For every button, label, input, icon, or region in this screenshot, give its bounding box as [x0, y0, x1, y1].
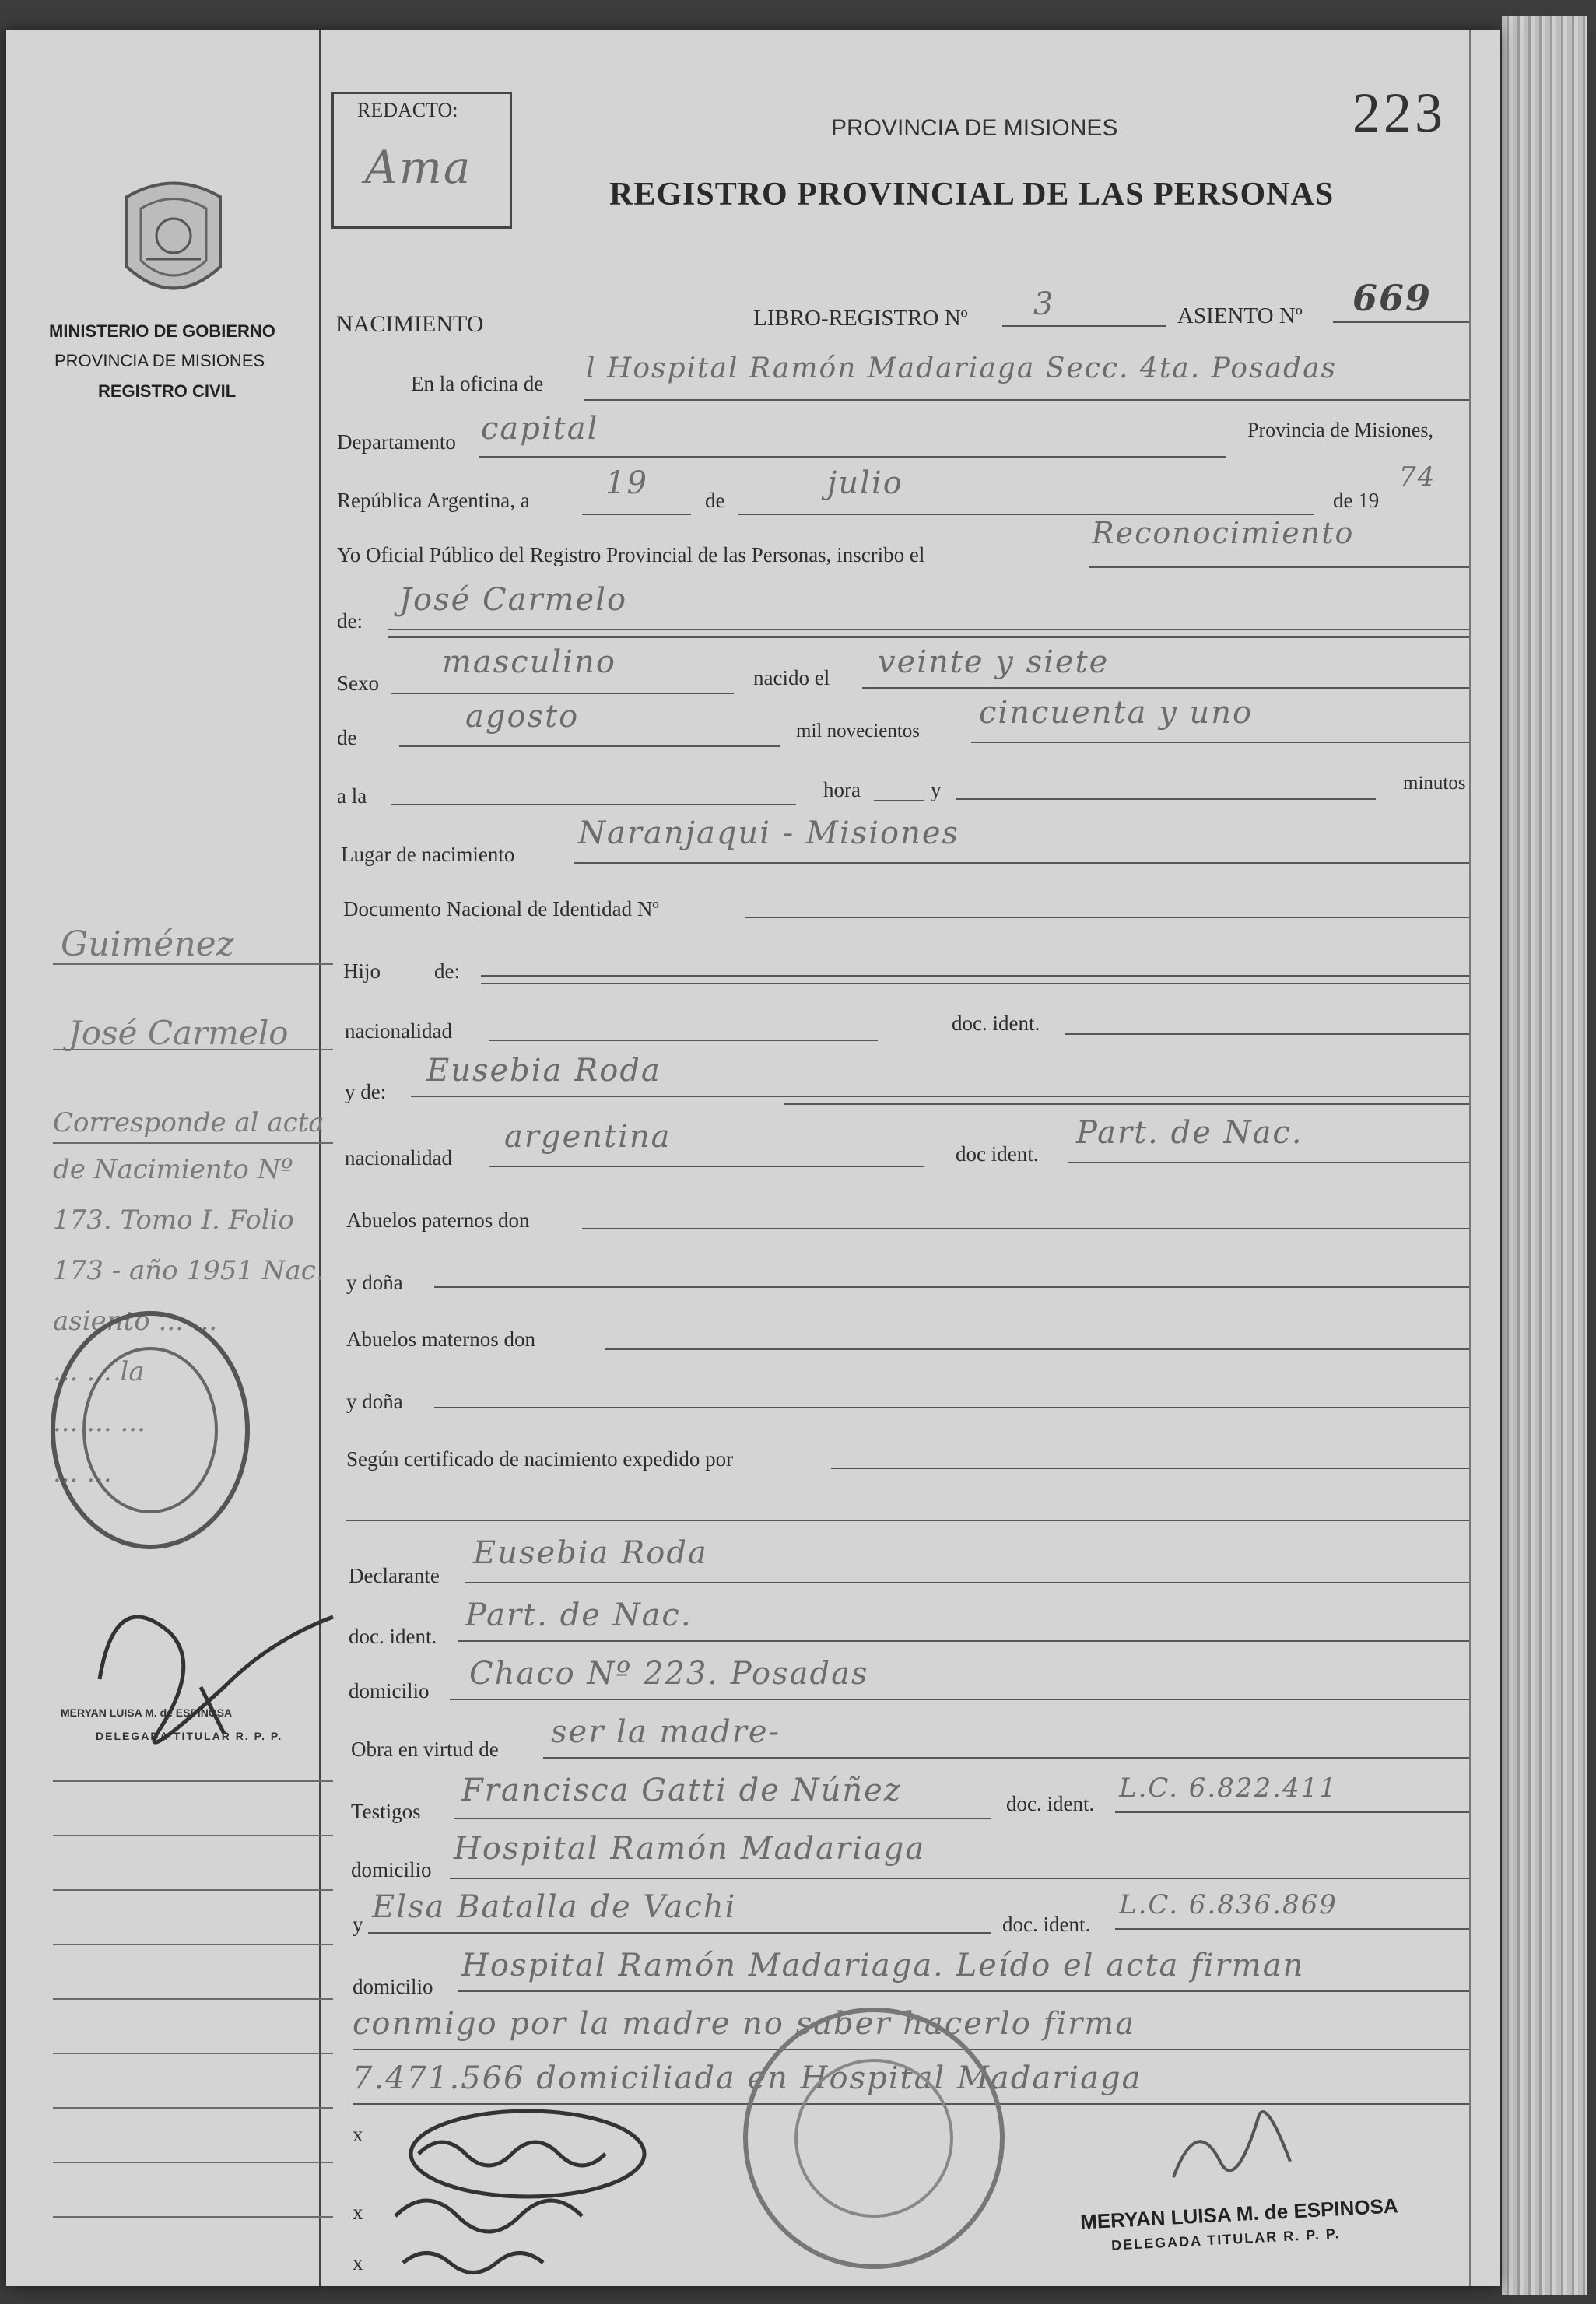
sexo-line [391, 693, 734, 694]
signature-stamp-title: DELEGADA TITULAR R. P. P. [1110, 2225, 1341, 2253]
de2-label: de: [337, 609, 363, 633]
obra-line [543, 1757, 1469, 1759]
y-line [956, 798, 1376, 800]
nombre-line [388, 629, 1469, 630]
dni-label: Documento Nacional de Identidad Nº [343, 897, 659, 921]
obra-label: Obra en virtud de [351, 1738, 499, 1761]
nacido-value: veinte y siete [878, 644, 1110, 680]
abuelos-paternos-label: Abuelos paternos don [346, 1208, 530, 1232]
anio-nac-line [971, 742, 1469, 743]
province-heading: PROVINCIA DE MISIONES [831, 115, 1118, 141]
delegate-signature [1158, 2099, 1314, 2193]
libro-label: LIBRO-REGISTRO Nº [753, 306, 968, 331]
margin-rule-e [53, 1998, 333, 2000]
doc1-line [1065, 1033, 1469, 1035]
hijo-line-2 [481, 983, 1469, 984]
doc-testigo2-line [1115, 1928, 1469, 1930]
republica-label: República Argentina, a [337, 489, 530, 512]
yde-label: y de: [345, 1080, 387, 1103]
minutos-label: minutos [1403, 773, 1466, 794]
departamento-line [479, 456, 1226, 458]
hijo-line [481, 975, 1469, 977]
anio-label: de 19 [1333, 489, 1380, 512]
abuelos-paternos-line [582, 1228, 1469, 1229]
abuelos-maternos-line [605, 1348, 1469, 1350]
redacto-box [331, 92, 512, 229]
ministry-stamp-line3: REGISTRO CIVIL [98, 381, 237, 401]
nombre-line-2 [388, 636, 1469, 638]
margin-note-1: Corresponde al acta [53, 1107, 324, 1138]
margin-stamp-title: DELEGADA TITULAR R. P. P. [96, 1730, 283, 1742]
margin-line-3 [53, 1142, 333, 1144]
nacionalidad2-label: nacionalidad [345, 1146, 452, 1170]
departamento-value: capital [481, 411, 599, 447]
doc-testigo1-value: L.C. 6.822.411 [1119, 1773, 1338, 1804]
dom1-line [450, 1878, 1469, 1879]
redacto-initials: Ama [365, 141, 472, 194]
ministry-stamp-line1: MINISTERIO DE GOBIERNO [49, 321, 275, 341]
declarante-value: Eusebia Roda [473, 1535, 708, 1571]
official-seal-bottom [734, 1998, 1014, 2278]
declarante-line [465, 1582, 1469, 1583]
ydona2-line [434, 1407, 1469, 1408]
madre-value: Eusebia Roda [426, 1053, 661, 1089]
margin-note-6: ... ... la [53, 1356, 145, 1387]
page-stack-edge [1502, 16, 1587, 2295]
dia-value: 19 [605, 465, 648, 501]
page-number: 223 [1352, 82, 1446, 144]
doc-testigo2-label: doc. ident. [1002, 1913, 1091, 1936]
anio-nac-value: cincuenta y uno [979, 695, 1254, 731]
margin-name: José Carmelo [68, 1014, 289, 1052]
margin-rule-f [53, 2053, 333, 2054]
departamento-label: Departamento [337, 430, 456, 454]
dom2-label: domicilio [353, 1975, 433, 1998]
record-type: NACIMIENTO [336, 311, 484, 337]
nacido-line [862, 687, 1469, 689]
de-label: de [705, 489, 725, 512]
provincia-label: Provincia de Misiones, [1247, 419, 1434, 441]
domicilio-line [450, 1699, 1469, 1700]
margin-rule [319, 30, 321, 2286]
signature-x3: x [353, 2251, 363, 2274]
dom2-line [458, 1990, 1469, 1992]
lugar-value: Naranjaqui - Misiones [578, 815, 960, 851]
nacionalidad1-line [489, 1040, 878, 1041]
ala-label: a la [337, 784, 367, 808]
nacionalidad1-label: nacionalidad [345, 1019, 452, 1043]
nacido-label: nacido el [753, 666, 830, 689]
margin-rule-h [53, 2162, 333, 2163]
dni-line [745, 917, 1469, 918]
margin-rule-i [53, 2216, 333, 2218]
redacto-label: REDACTO: [357, 99, 458, 121]
margin-note-2: de Nacimiento Nº [53, 1154, 293, 1185]
margin-rule-d [53, 1944, 333, 1945]
oficina-value: l Hospital Ramón Madariaga Secc. 4ta. Posadas [586, 352, 1338, 384]
ydona1-label: y doña [346, 1271, 403, 1294]
mes-nac-line [399, 745, 780, 747]
doc2-value: Part. de Nac. [1076, 1115, 1303, 1151]
signature-x1: x [353, 2123, 363, 2146]
ydona1-line [434, 1286, 1469, 1288]
dom1-label: domicilio [351, 1858, 432, 1881]
document-sheet [6, 30, 1500, 2286]
y-label: y [931, 778, 942, 801]
obra-value: ser la madre- [551, 1714, 781, 1750]
inscribo-value: Reconocimiento [1092, 516, 1355, 550]
asiento-value: 669 [1352, 277, 1433, 319]
declarante-label: Declarante [349, 1564, 440, 1587]
dom1-value: Hospital Ramón Madariaga [454, 1831, 926, 1867]
abuelos-maternos-label: Abuelos maternos don [346, 1327, 535, 1351]
nacionalidad2-value: argentina [504, 1119, 672, 1155]
mil-label: mil novecientos [796, 721, 920, 742]
doc-testigo1-line [1115, 1811, 1469, 1813]
dia-line [582, 514, 691, 515]
margin-rule-a [53, 1780, 333, 1782]
dom2-value: Hospital Ramón Madariaga. Leído el acta firman [461, 1948, 1305, 1983]
binding-edge [0, 0, 1596, 30]
ministry-stamp-line2: PROVINCIA DE MISIONES [54, 351, 265, 370]
oficina-label: En la oficina de [411, 372, 544, 395]
nacionalidad2-line [489, 1166, 924, 1167]
margin-note-3: 173. Tomo I. Folio [53, 1205, 295, 1236]
inscribo-line [1089, 566, 1469, 568]
asiento-label: ASIENTO Nº [1177, 303, 1303, 328]
margin-note-5: asiento ... ... [53, 1306, 218, 1337]
doc-testigo2-value: L.C. 6.836.869 [1119, 1889, 1338, 1920]
mes-line [738, 514, 1314, 515]
lugar-line [574, 862, 1469, 864]
segun-line [831, 1468, 1469, 1469]
extra-line-2: 7.471.566 domiciliada en Hospital Madariaga [353, 2060, 1142, 2096]
domicilio-value: Chaco Nº 223. Posadas [469, 1656, 869, 1692]
ydona2-label: y doña [346, 1390, 403, 1413]
mes-value: julio [827, 465, 903, 501]
hijo-suffix: de: [434, 959, 460, 983]
nombre-value: José Carmelo [399, 582, 628, 618]
segun-label: Según certificado de nacimiento expedido por [346, 1447, 734, 1471]
margin-line-1 [53, 963, 333, 965]
margin-note-7: ... ... ... [53, 1407, 146, 1438]
right-edge-rule [1469, 30, 1471, 2286]
asiento-underline [1333, 321, 1469, 323]
madre-line [411, 1096, 1469, 1097]
doc-declarante-line [458, 1640, 1469, 1642]
libro-value: 3 [1033, 286, 1055, 322]
testigo1-line [454, 1818, 991, 1819]
doc2-label: doc ident. [956, 1142, 1039, 1166]
hora-label: hora [823, 778, 861, 801]
margin-note-8: ... ... [53, 1457, 112, 1489]
testigo2-line [368, 1932, 991, 1934]
margin-surname: Guiménez [61, 924, 234, 964]
margin-rule-g [53, 2107, 333, 2109]
domicilio-label: domicilio [349, 1679, 430, 1703]
signature-x2: x [353, 2201, 363, 2224]
margin-note-4: 173 - año 1951 Nac. [53, 1255, 324, 1286]
mes-nac-value: agosto [465, 699, 580, 735]
doc-declarante-value: Part. de Nac. [465, 1597, 693, 1633]
margin-rule-b [53, 1835, 333, 1836]
oficina-line [584, 399, 1469, 401]
lugar-label: Lugar de nacimiento [341, 843, 515, 866]
registry-title: REGISTRO PROVINCIAL DE LAS PERSONAS [609, 177, 1335, 212]
doc1-label: doc. ident. [952, 1012, 1040, 1035]
signature-stamp-name: MERYAN LUISA M. de ESPINOSA [1079, 2194, 1399, 2234]
de3-label: de [337, 726, 357, 749]
margin-line-2 [53, 1049, 333, 1050]
libro-underline [1002, 325, 1166, 327]
margin-rule-c [53, 1889, 333, 1891]
doc-testigo1-label: doc. ident. [1006, 1792, 1095, 1815]
extra-line-1: conmigo por la madre no saber hacerlo firma [353, 2006, 1136, 2042]
sexo-label: Sexo [337, 672, 379, 695]
doc-declarante-label: doc. ident. [349, 1625, 437, 1648]
hijo-label: Hijo [343, 959, 381, 983]
oficial-label: Yo Oficial Público del Registro Provincial de las Personas, inscribo el [337, 543, 925, 566]
testigo1-value: Francisca Gatti de Núñez [461, 1773, 902, 1808]
doc2-line [1068, 1162, 1469, 1163]
margin-stamp-name: MERYAN LUISA M. de ESPINOSA [61, 1706, 233, 1719]
testigos-label: Testigos [351, 1800, 421, 1823]
ala-line [391, 804, 796, 805]
signature-scribbles [372, 2107, 699, 2286]
hora-line [874, 800, 924, 801]
coat-of-arms-emblem [111, 174, 236, 310]
segun-line-2 [346, 1520, 1469, 1521]
y2-label: y [353, 1913, 363, 1936]
testigo2-value: Elsa Batalla de Vachi [372, 1889, 737, 1925]
madre-line-2 [784, 1103, 1469, 1105]
anio-value: 74 [1399, 461, 1436, 493]
sexo-value: masculino [442, 644, 616, 680]
